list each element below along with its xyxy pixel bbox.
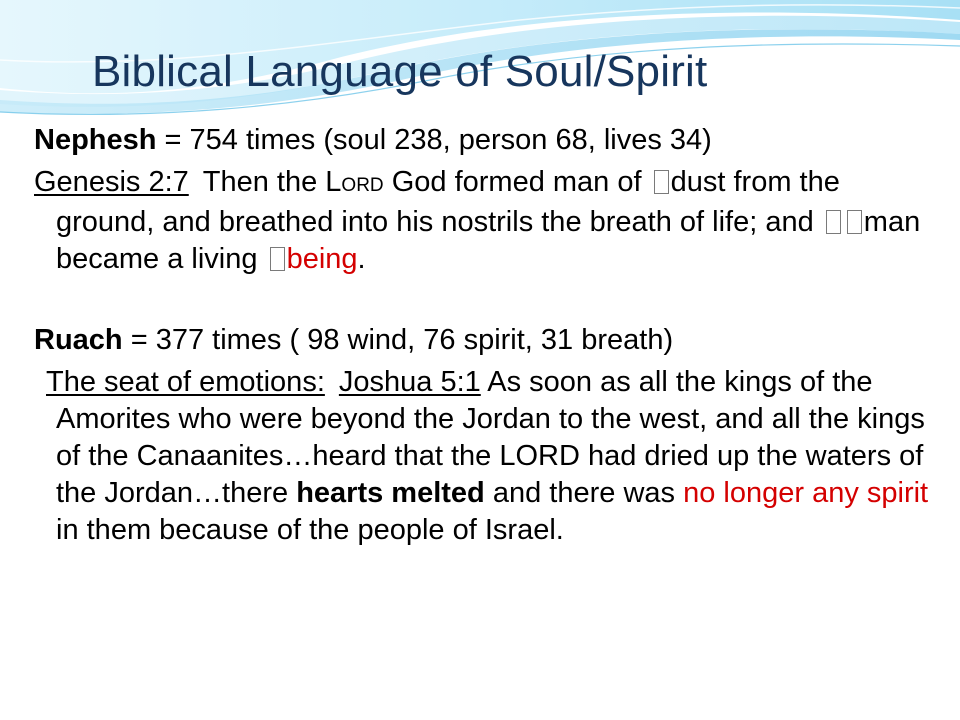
genesis-text-5: . (357, 243, 366, 275)
nephesh-term: Nephesh (34, 124, 157, 156)
joshua-passage (34, 364, 934, 549)
joshua-text-2: and there was (484, 477, 684, 509)
slide-title: Biblical Language of Soul/Spirit (92, 47, 708, 96)
seat-of-emotions-label: The seat of emotions: (46, 366, 325, 398)
joshua-text-3: in them because of the people of Israel. (56, 514, 564, 546)
genesis-text-3: dust from the ground, and breathed into his nostrils the breath of life; and (56, 166, 840, 238)
genesis-text-2: God formed man of (383, 166, 650, 198)
nephesh-line (34, 122, 934, 159)
ruach-line (34, 322, 934, 359)
genesis-being-highlight: being (286, 243, 358, 275)
footnote-marker-box (847, 210, 862, 234)
ruach-count: = 377 times ( 98 wind, 76 spirit, 31 breath) (122, 324, 674, 356)
genesis-passage (34, 164, 934, 278)
joshua-reference: Joshua 5:1 (338, 366, 481, 398)
nephesh-count: = 754 times (soul 238, person 68, lives 34) (156, 124, 712, 156)
footnote-marker-box (270, 247, 285, 271)
footnote-marker-box (826, 210, 841, 234)
ruach-term: Ruach (34, 324, 123, 356)
genesis-text-1: Then the L (202, 166, 342, 198)
genesis-reference: Genesis 2:7 (34, 166, 189, 198)
genesis-lord-smallcaps: ORD (341, 175, 384, 196)
joshua-text-1: As soon as all the kings of the Amorites who were beyond the Jordan to the west, and all the kings of the Canaanites…heard that the LORD had dried up the waters of the Jordan…there (56, 366, 925, 509)
genesis-text-4: man became a living (56, 206, 921, 275)
hearts-melted-emphasis: hearts melted (296, 477, 485, 509)
slide-body (34, 122, 934, 549)
footnote-marker-box (654, 170, 669, 194)
no-spirit-highlight: no longer any spirit (683, 477, 929, 509)
